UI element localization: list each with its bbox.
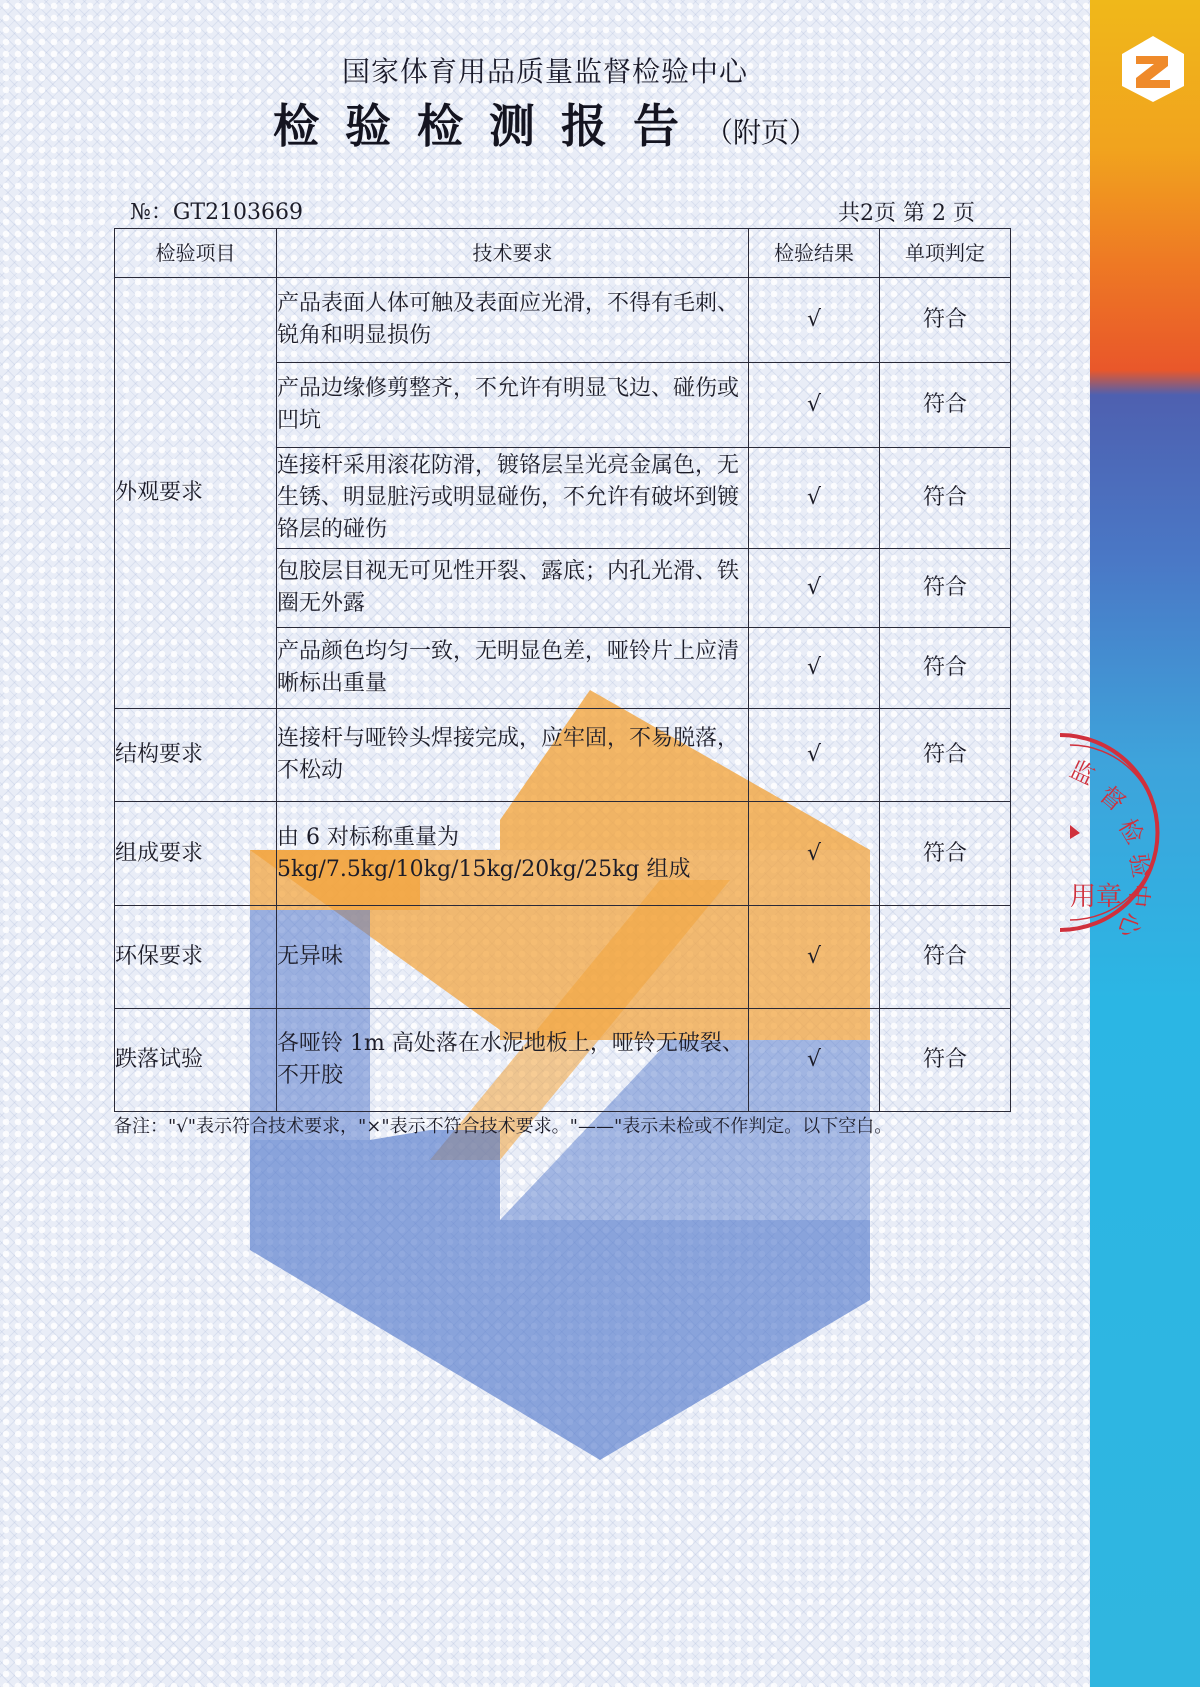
judgement-cell: 符合 xyxy=(880,278,1011,363)
judgement-cell: 符合 xyxy=(880,709,1011,802)
judgement-cell: 符合 xyxy=(880,802,1011,906)
item-cell: 环保要求 xyxy=(115,906,277,1009)
svg-text:检: 检 xyxy=(1112,814,1150,849)
requirement-cell: 由 6 对标称重量为 5kg/7.5kg/10kg/15kg/20kg/25kg 组成 xyxy=(277,802,749,906)
judgement-cell: 符合 xyxy=(880,549,1011,628)
svg-text:用章: 用章 xyxy=(1070,882,1123,912)
svg-text:验: 验 xyxy=(1124,851,1156,880)
result-cell: √ xyxy=(749,448,880,549)
requirement-cell: 连接杆与哑铃头焊接完成，应牢固，不易脱落，不松动 xyxy=(277,709,749,802)
inspection-results-table xyxy=(114,228,1011,1112)
requirement-cell: 包胶层目视无可见性开裂、露底；内孔光滑、铁圈无外露 xyxy=(277,549,749,628)
table-header-row xyxy=(115,229,1011,278)
page-info: 共2页 第 2 页 xyxy=(838,201,975,226)
requirement-cell: 产品边缘修剪整齐，不允许有明显飞边、碰伤或凹坑 xyxy=(277,363,749,448)
column-header-requirement: 技术要求 xyxy=(277,229,749,278)
column-header-judgement: 单项判定 xyxy=(880,229,1011,278)
requirement-cell: 各哑铃 1m 高处落在水泥地板上，哑铃无破裂、不开胶 xyxy=(277,1009,749,1112)
column-header-item: 检验项目 xyxy=(115,229,277,278)
item-cell: 跌落试验 xyxy=(115,1009,277,1112)
item-cell: 结构要求 xyxy=(115,709,277,802)
result-cell: √ xyxy=(749,906,880,1009)
item-cell: 外观要求 xyxy=(115,278,277,709)
requirement-cell: 产品表面人体可触及表面应光滑，不得有毛刺、锐角和明显损伤 xyxy=(277,278,749,363)
report-title-line xyxy=(0,90,1090,156)
requirement-cell: 无异味 xyxy=(277,906,749,1009)
judgement-cell: 符合 xyxy=(880,1009,1011,1112)
requirement-cell: 连接杆采用滚花防滑，镀铬层呈光亮金属色，无生锈、明显脏污或明显碰伤，不允许有破坏到镀铬层的碰伤 xyxy=(277,448,749,549)
item-cell: 组成要求 xyxy=(115,802,277,906)
judgement-cell: 符合 xyxy=(880,363,1011,448)
agency-logo-icon xyxy=(1118,34,1188,104)
result-cell: √ xyxy=(749,802,880,906)
requirement-cell: 产品颜色均匀一致，无明显色差，哑铃片上应清晰标出重量 xyxy=(277,628,749,709)
result-cell: √ xyxy=(749,363,880,448)
table-row xyxy=(115,709,1011,802)
official-seal xyxy=(1040,715,1190,955)
svg-text:监: 监 xyxy=(1065,755,1100,791)
svg-text:心: 心 xyxy=(1112,908,1147,942)
org-name: 国家体育用品质量监督检验中心 xyxy=(341,55,748,88)
result-cell: √ xyxy=(749,1009,880,1112)
result-cell: √ xyxy=(749,709,880,802)
svg-text:督: 督 xyxy=(1094,780,1131,818)
svg-text:中: 中 xyxy=(1123,882,1154,909)
judgement-cell: 符合 xyxy=(880,448,1011,549)
column-header-result: 检验结果 xyxy=(749,229,880,278)
judgement-cell: 符合 xyxy=(880,906,1011,1009)
report-subtitle: （附页） xyxy=(704,116,817,149)
result-cell: √ xyxy=(749,628,880,709)
report-title: 检验检测报告 xyxy=(272,99,705,153)
table-row xyxy=(115,802,1011,906)
document-number: №：GT2103669 xyxy=(130,200,304,225)
table-row xyxy=(115,278,1011,363)
result-cell: √ xyxy=(749,549,880,628)
table-row xyxy=(115,1009,1011,1112)
remarks-note: 备注："√"表示符合技术要求，"×"表示不符合技术要求。"——"表示未检或不作判定。以下空白。 xyxy=(114,1116,893,1137)
judgement-cell: 符合 xyxy=(880,628,1011,709)
result-cell: √ xyxy=(749,278,880,363)
table-row xyxy=(115,906,1011,1009)
